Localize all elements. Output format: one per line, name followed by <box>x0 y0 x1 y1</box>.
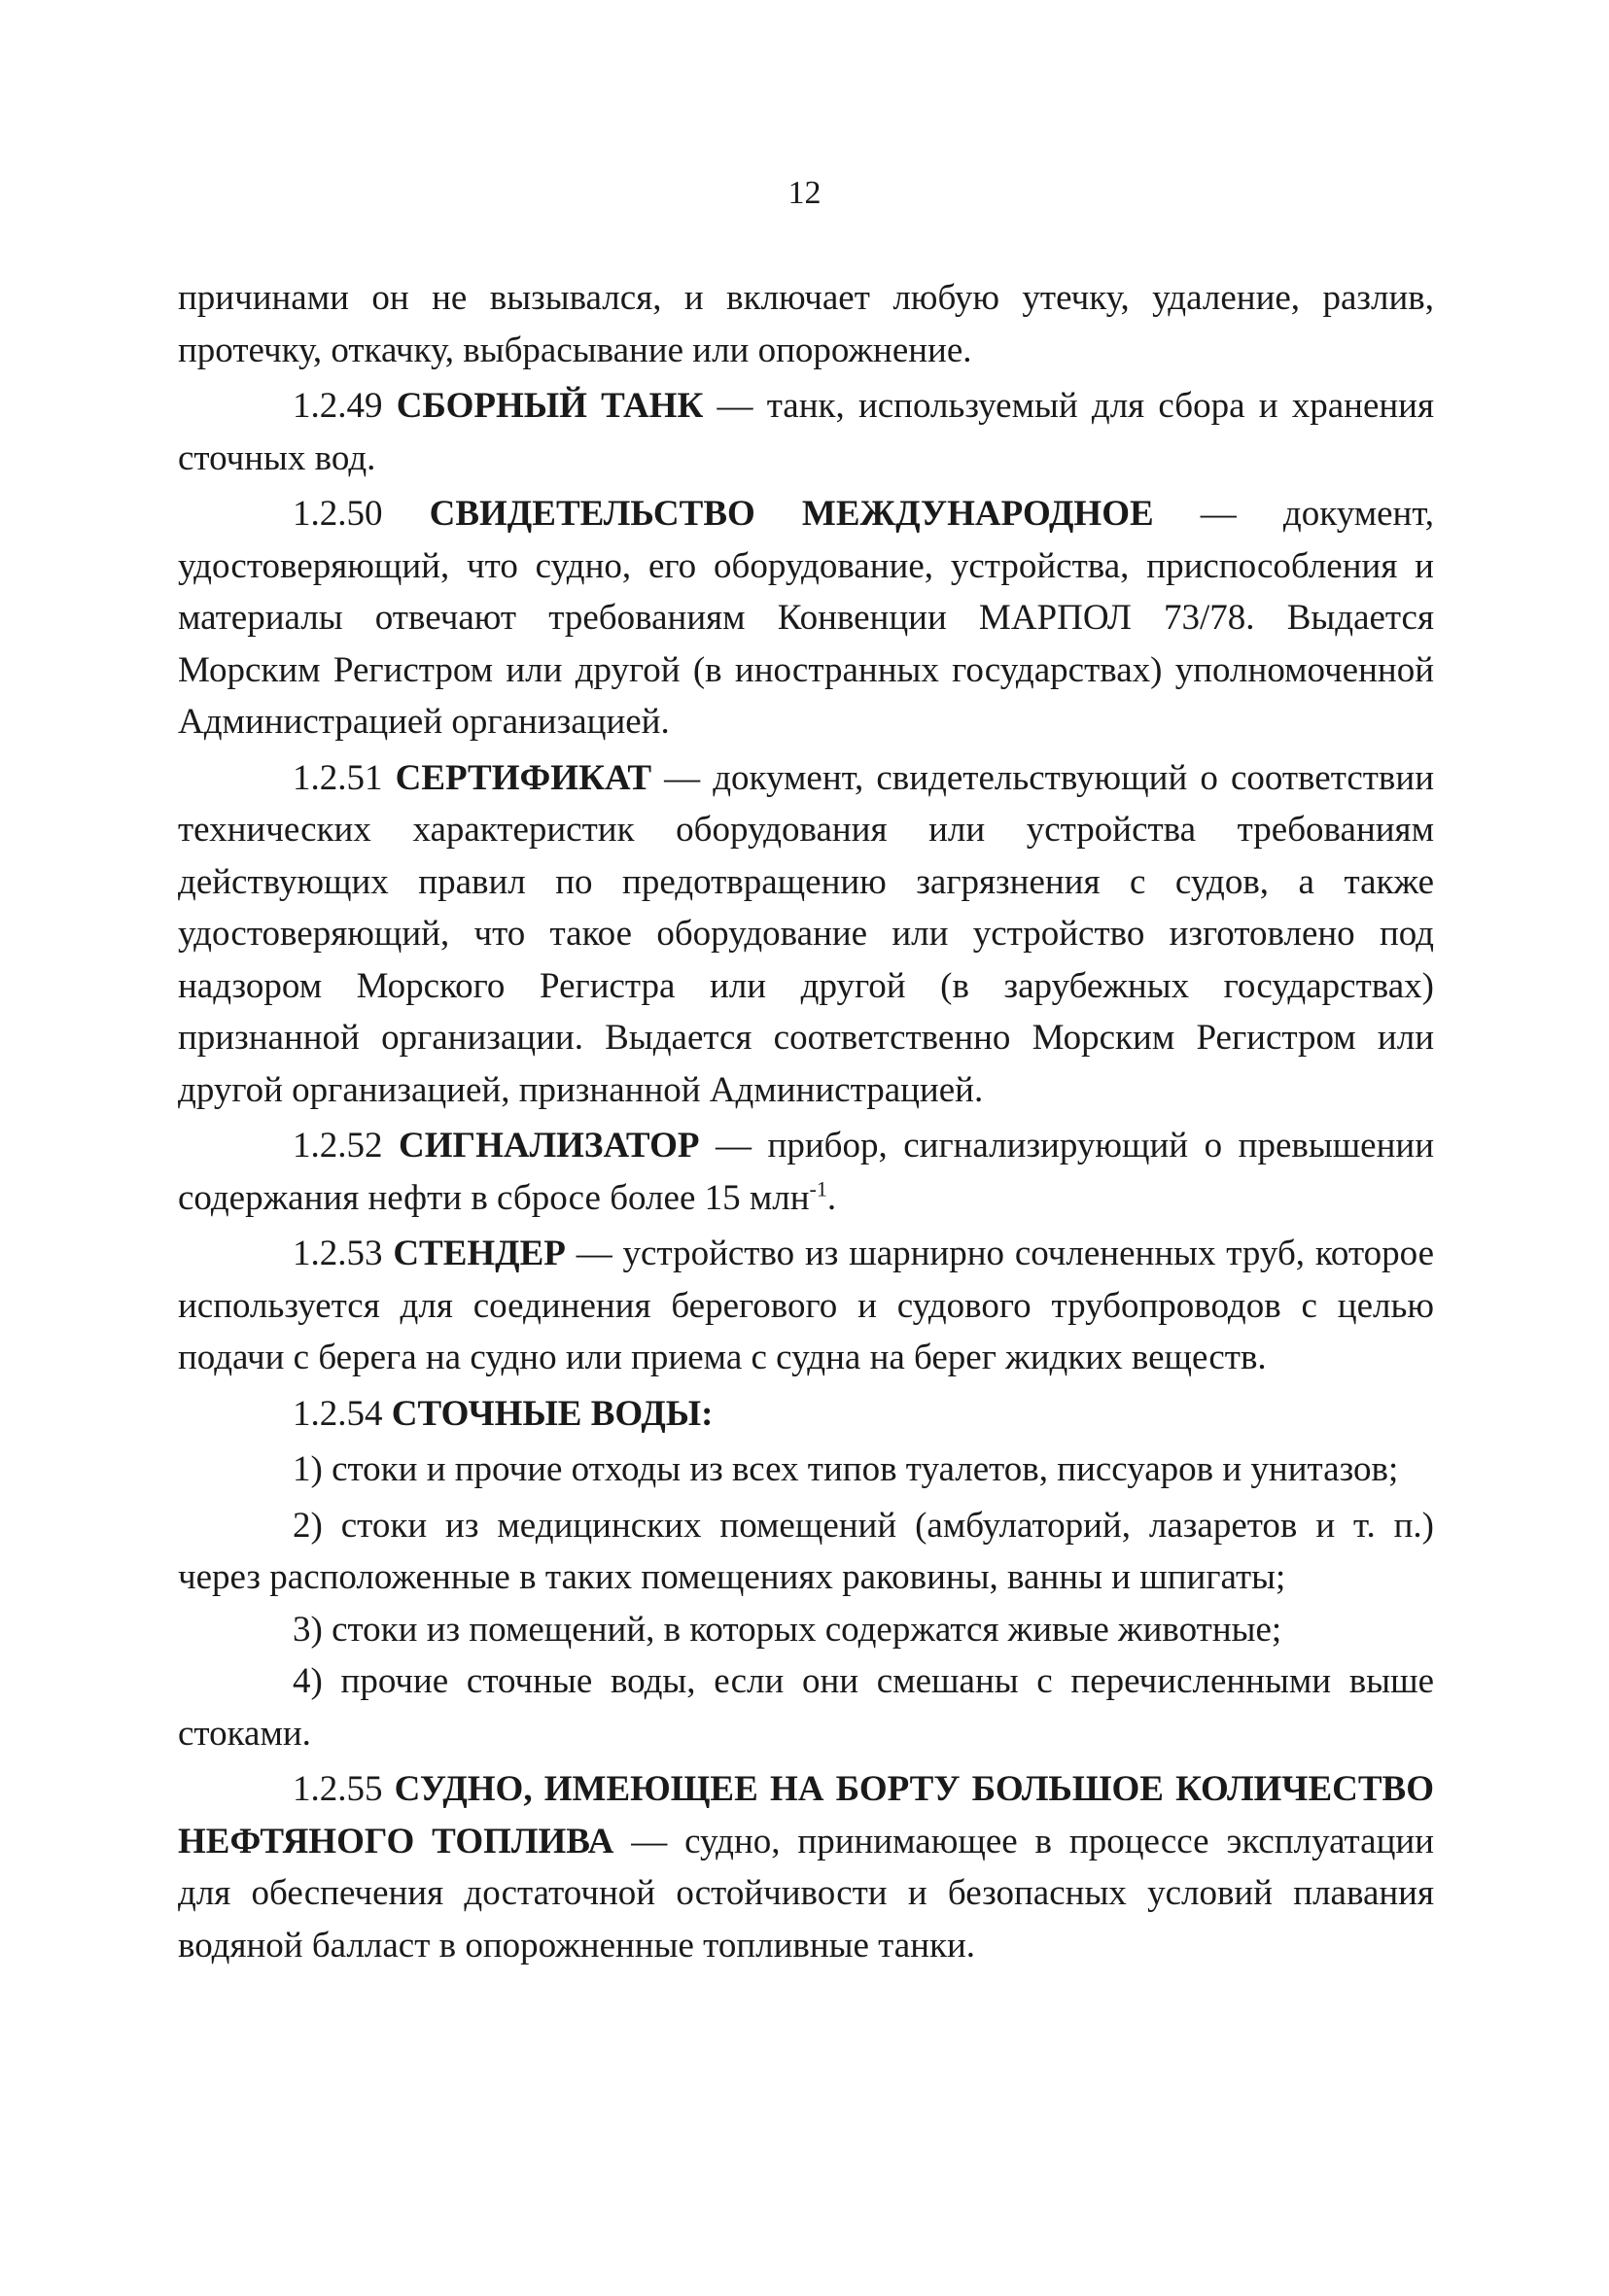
definition-1-2-50 <box>178 488 1434 748</box>
definition-text: — судно, принимающее в процессе эксплуатации для обеспечения достаточной остойчивости и безопасных условий плавания водяной балласт в опорожненные топливные танки. <box>178 1821 1434 1966</box>
clause-number: 1.2.49 <box>293 386 383 426</box>
definition-text: — прибор, сигнализирующий о превышении содержания нефти в сбросе более 15 млн <box>178 1126 1435 1218</box>
clause-number: 1.2.55 <box>293 1769 383 1809</box>
list-item-1 <box>178 1444 1434 1496</box>
clause-number: 1.2.54 <box>293 1393 383 1434</box>
clause-number: 1.2.50 <box>293 494 383 534</box>
list-item-4 <box>178 1655 1434 1759</box>
list-item-text: 1) стоки и прочие отходы из всех типов туалетов, писсуаров и унитазов; <box>293 1449 1399 1489</box>
clause-number: 1.2.51 <box>293 757 383 798</box>
definition-text: — документ, свидетельствующий о соответствии технических характеристик оборудования или устройства требованиям действующих правил по предотвращению загрязнения с судов, а также удостоверяющий, что такое оборудование или устройство изготовлено под надзором Морского Регистра или другой (в зарубежных государствах) признанной организации. Выдается соответственно Морским Регистром или другой организацией, признанной Администрацией. <box>178 757 1435 1110</box>
definition-text: — танк, используемый для сбора и хранения сточных вод. <box>178 386 1434 478</box>
defined-term: СВИДЕТЕЛЬСТВО МЕЖДУНАРОДНОЕ <box>429 494 1154 534</box>
list-item-3 <box>178 1604 1434 1656</box>
paragraph-continuation <box>178 272 1434 376</box>
defined-term: СУДНО, ИМЕЮЩЕЕ НА БОРТУ БОЛЬШОЕ КОЛИЧЕСТВО НЕФТЯНОГО ТОПЛИВА <box>178 1769 1434 1861</box>
definition-1-2-55 <box>178 1763 1434 1971</box>
definition-text: — устройство из шарнирно сочлененных труб, которое используется для соединения берегового и судового трубопроводов с целью подачи с берега на судно или приема с судна на берег жидких веществ. <box>178 1234 1434 1377</box>
definition-1-2-52 <box>178 1120 1434 1224</box>
definition-1-2-49 <box>178 380 1434 484</box>
unit-exponent: -1 <box>809 1176 827 1201</box>
defined-term: СБОРНЫЙ ТАНК <box>396 386 704 426</box>
clause-number: 1.2.53 <box>293 1234 383 1273</box>
definition-text: : <box>701 1393 714 1434</box>
defined-term: СИГНАЛИЗАТОР <box>399 1126 700 1165</box>
list-item-text: 3) стоки из помещений, в которых содержатся живые животные; <box>293 1609 1282 1650</box>
defined-term: СЕРТИФИКАТ <box>395 757 652 798</box>
definition-1-2-53 <box>178 1228 1434 1384</box>
document-body <box>178 272 1434 1971</box>
definition-1-2-54 <box>178 1388 1434 1441</box>
definition-text: — документ, удостоверяющий, что судно, его оборудование, устройства, приспособления и материалы отвечают требованиям Конвенции МАРПОЛ 73/78. Выдается Морским Регистром или другой (в иностранных государствах) уполномоченной Администрацией организацией. <box>178 494 1434 742</box>
page-number: 12 <box>787 175 822 211</box>
defined-term: СТОЧНЫЕ ВОДЫ <box>391 1393 702 1434</box>
list-item-text: 2) стоки из медицинских помещений (амбулаторий, лазаретов и т. п.) через расположенные в таких помещениях раковины, ванны и шпигаты; <box>178 1505 1434 1597</box>
definition-1-2-51 <box>178 752 1434 1117</box>
list-item-2 <box>178 1500 1434 1604</box>
list-item-text: 4) прочие сточные воды, если они смешаны с перечисленными выше стоками. <box>178 1661 1434 1754</box>
defined-term: СТЕНДЕР <box>393 1234 566 1273</box>
paragraph-text: причинами он не вызывался, и включает любую утечку, удаление, разлив, протечку, откачку, выбрасывание или опорожнение. <box>178 278 1434 370</box>
definition-text-tail: . <box>826 1177 837 1218</box>
clause-number: 1.2.52 <box>293 1126 383 1165</box>
